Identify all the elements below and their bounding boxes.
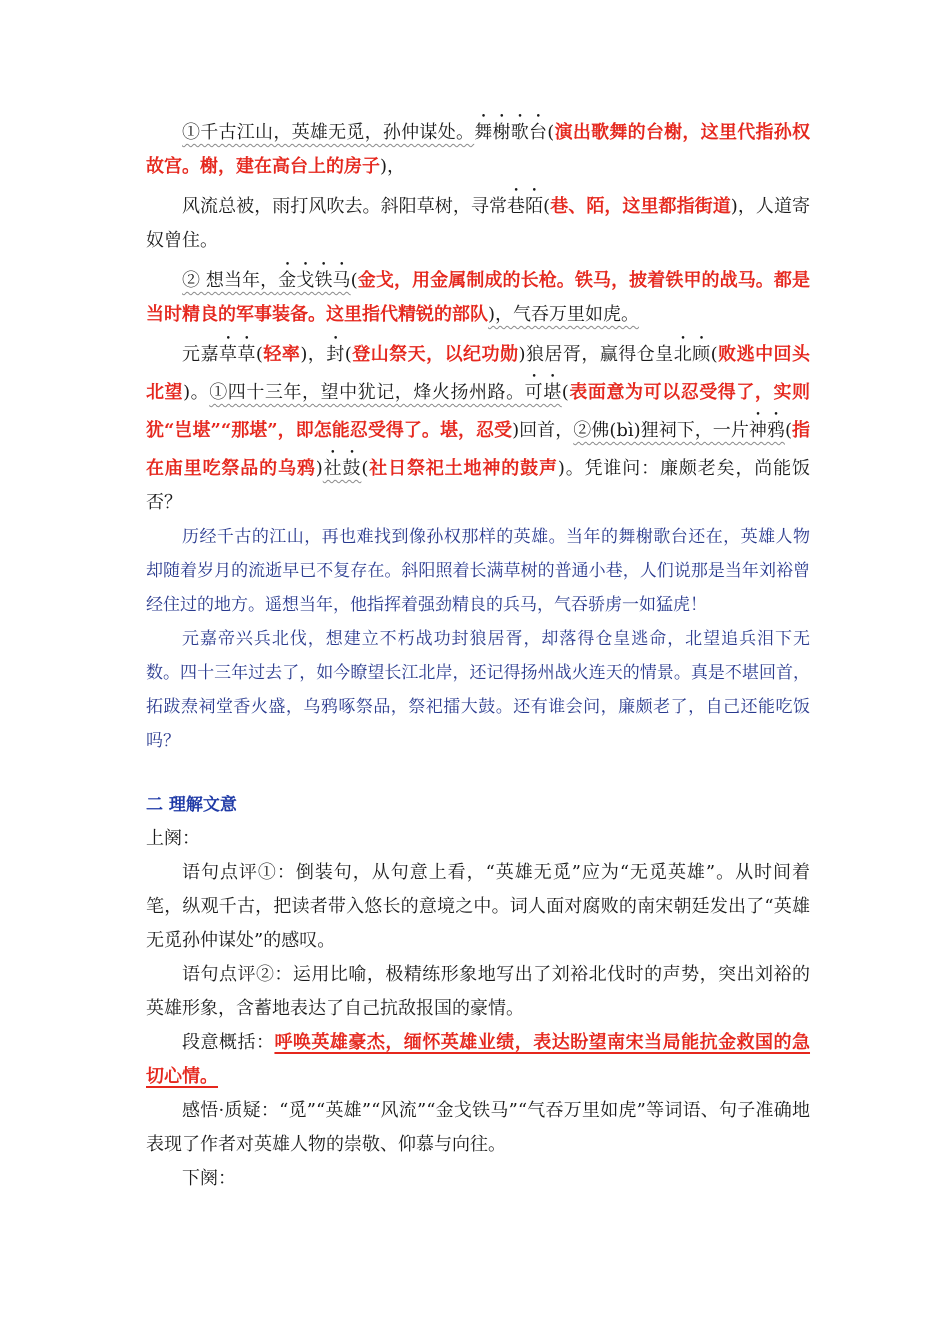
poem-text: ② 想当年， xyxy=(182,270,279,291)
paren: ( xyxy=(255,344,263,365)
comment-1: 语句点评①：倒装句，从句意上看，“英雄无觅”应为“无觅英雄”。从时间着笔，纵观千古，把读者带入悠长的意境之中。词人面对腐败的南宋朝廷发出了“英雄无觅孙仲谋处”的感叹。 xyxy=(146,862,810,951)
paren: ( xyxy=(361,458,369,479)
paren: ( xyxy=(547,122,555,143)
paren: )， xyxy=(380,156,406,177)
annotation: 社日祭祀土地神的鼓声 xyxy=(368,458,558,479)
annotation: 表面意为可以忍受得了，实则犹“岂堪”“那堪”，即怎能忍受得了。堪，忍受 xyxy=(146,382,811,441)
annotated-word: 北顾 xyxy=(673,344,711,365)
paren: ( xyxy=(350,270,358,291)
paren: ( xyxy=(710,344,718,365)
poem-text: 风流总被，雨打风吹去。斜阳草树，寻常 xyxy=(182,196,507,217)
poem-text: 元嘉 xyxy=(182,344,219,365)
paren: ( xyxy=(561,382,569,403)
summary xyxy=(146,1026,810,1094)
paren: )。 xyxy=(183,382,210,403)
poem-line-2 xyxy=(146,186,810,258)
section-heading: 二 理解文意 xyxy=(146,795,237,815)
annotation: 巷、陌，这里都指街道 xyxy=(550,196,731,217)
poem-text: ①四十三年，望中犹记，烽火扬州路。 xyxy=(209,382,525,403)
paren: ( xyxy=(344,344,352,365)
paren: )。 xyxy=(557,458,585,479)
annotated-word: 草草 xyxy=(218,344,256,365)
poem-text: 凭谁问：廉颇老矣，尚能饭否？ xyxy=(146,458,811,513)
upper-stanza-label: 上阕： xyxy=(146,828,200,849)
lower-stanza-label: 下阕： xyxy=(182,1168,236,1189)
annotated-word: 舞榭歌台 xyxy=(474,122,548,143)
annotated-word: 巷陌 xyxy=(507,196,544,217)
summary-label: 段意概括： xyxy=(182,1032,275,1053)
paren: ( xyxy=(784,420,792,441)
translation-paragraph-1: 历经千古的江山，再也难找到像孙权那样的英雄。当年的舞榭歌台还在，英雄人物却随着岁月的流逝早已不复存在。斜阳照着长满草树的普通小巷，人们说那是当年刘裕曾经住过的地方。遥想当年，他指挥着强劲精良的兵马，气吞骄虏一如猛虎！ xyxy=(146,527,810,615)
annotated-word: 金戈铁马 xyxy=(278,270,351,291)
annotation: 金戈，用金属制成的长枪。铁马，披着铁甲的战马。都是当时精良的军事装备。这里指代精锐的部队 xyxy=(146,270,810,325)
summary-text: 呼唤英雄豪杰，缅怀英雄业绩，表达盼望南宋当局能抗金救国的急切心情。 xyxy=(146,1032,811,1087)
annotation: 演出歌舞的台榭，这里代指孙权故宫。榭，建在高台上的房子 xyxy=(146,122,811,177)
paren: ( xyxy=(543,196,551,217)
paren: )， xyxy=(300,344,327,365)
poem-line-1 xyxy=(146,112,810,184)
poem-line-4 xyxy=(146,334,810,520)
annotated-word: 社鼓 xyxy=(322,458,362,479)
poem-text: ①千古江山，英雄无觅，孙仲谋处。 xyxy=(182,122,475,143)
poem-text: )回首， xyxy=(512,420,574,441)
poem-text: )，气吞万里如虎。 xyxy=(488,304,640,325)
annotated-word: 封 xyxy=(326,344,345,365)
paren: ) xyxy=(315,458,323,479)
translation-paragraph-2: 元嘉帝兴兵北伐，想建立不朽战功封狼居胥，却落得仓皇逃命，北望追兵泪下无数。四十三年过去了，如今瞭望长江北岸，还记得扬州战火连天的情景。真是不堪回首，拓跋焘祠堂香火盛，乌鸦啄祭品，祭祀擂大鼓。还有谁会问，廉颇老了，自己还能吃饭吗？ xyxy=(146,629,810,751)
insight: 感悟·质疑：“觅”“英雄”“风流”“金戈铁马”“气吞万里如虎”等词语、句子准确地表现了作者对英雄人物的崇敬、仰慕与向往。 xyxy=(146,1100,810,1155)
annotated-word: 可堪 xyxy=(524,382,562,403)
poem-text: )，人道寄奴曾住。 xyxy=(146,196,811,251)
annotated-word: 神鸦 xyxy=(748,420,785,441)
poem-line-3 xyxy=(146,260,810,332)
annotation: 指在庙里吃祭品的乌鸦 xyxy=(146,420,811,479)
annotation: 轻率 xyxy=(262,344,301,365)
poem-text: ②佛(bì)狸祠下，一片 xyxy=(573,420,749,441)
annotation: 败逃中回头北望 xyxy=(146,344,811,403)
annotation: 登山祭天，以纪功勋 xyxy=(351,344,519,365)
comment-2: 语句点评②：运用比喻，极精练形象地写出了刘裕北伐时的声势，突出刘裕的英雄形象，含蓄地表达了自己抗敌报国的豪情。 xyxy=(146,964,810,1019)
poem-text: )狼居胥，赢得仓皇 xyxy=(518,344,674,365)
